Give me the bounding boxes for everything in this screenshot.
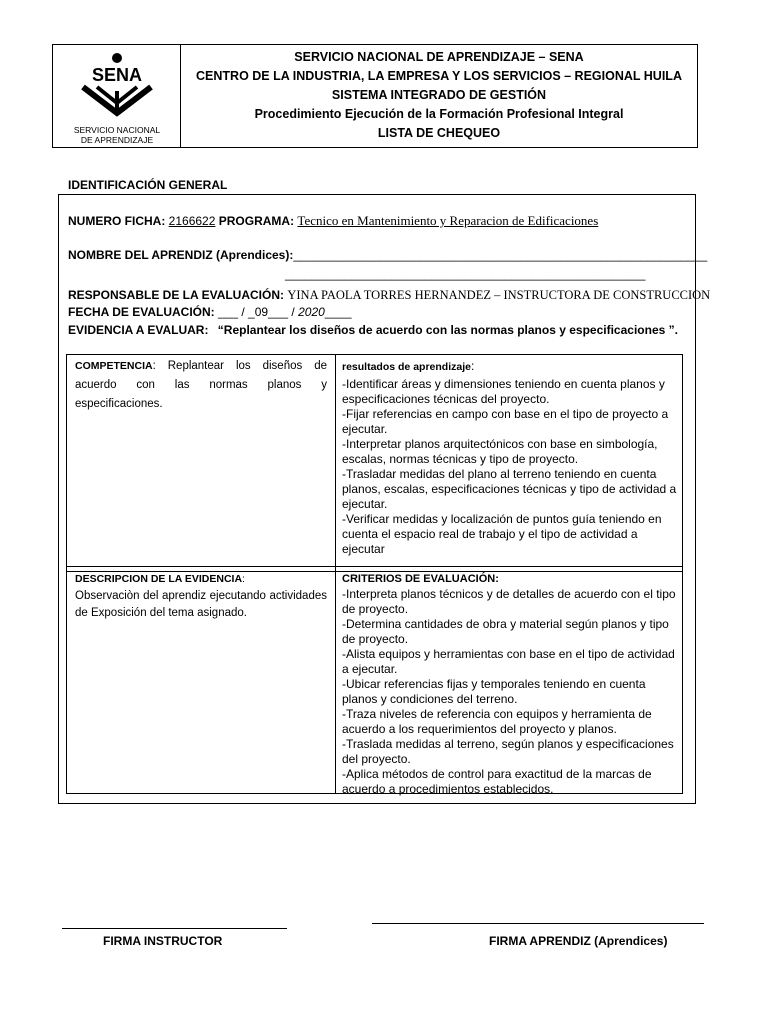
signature-label-instructor: FIRMA INSTRUCTOR bbox=[103, 934, 223, 948]
resultado-item: -Interpretar planos arquitectónicos con base en simbología, escalas, normas técnicas y tipo de proyecto. bbox=[342, 437, 658, 466]
resultados-label: resultados de aprendizaje bbox=[342, 361, 471, 373]
ficha-programa-row bbox=[68, 213, 598, 229]
aprendiz-row bbox=[68, 248, 707, 262]
header-line-5: LISTA DE CHEQUEO bbox=[377, 126, 501, 140]
criterio-item: -Aplica métodos de control para exactitud de la marcas de acuerdo a procedimientos establecidos. bbox=[342, 767, 652, 796]
logo-wordmark: SENA bbox=[91, 65, 143, 85]
competencia-label: COMPETENCIA bbox=[75, 360, 153, 372]
criterio-item: -Interpreta planos técnicos y de detalles de acuerdo con el tipo de proyecto. bbox=[342, 587, 676, 616]
table-divider-vertical bbox=[335, 355, 336, 793]
fecha-trailing: ____ bbox=[324, 305, 352, 319]
competencia-cell bbox=[75, 357, 327, 414]
resultado-item: -Identificar áreas y dimensiones teniendo en cuenta planos y especificaciones técnicas del proyecto. bbox=[342, 377, 665, 406]
descripcion-cell bbox=[75, 571, 327, 622]
programa-label: PROGRAMA: bbox=[218, 214, 295, 228]
logo-caption-1: SERVICIO NACIONAL bbox=[73, 125, 161, 135]
table-divider-horizontal bbox=[67, 566, 682, 567]
criterios-label: CRITERIOS DE EVALUACIÓN: bbox=[342, 573, 499, 585]
signature-line-aprendiz bbox=[372, 923, 704, 924]
responsable-row bbox=[68, 288, 710, 303]
fecha-label: FECHA DE EVALUACIÓN: bbox=[68, 305, 215, 319]
header-line-2: CENTRO DE LA INDUSTRIA, LA EMPRESA Y LOS SERVICIOS – REGIONAL HUILA bbox=[196, 69, 682, 83]
aprendiz-label: NOMBRE DEL APRENDIZ (Aprendices): bbox=[68, 248, 294, 262]
header-line-4: Procedimiento Ejecución de la Formación Profesional Integral bbox=[254, 107, 624, 121]
fecha-year: 2020 bbox=[298, 305, 325, 319]
criterios-cell bbox=[342, 572, 678, 797]
section-title: IDENTIFICACIÓN GENERAL bbox=[68, 178, 228, 192]
descripcion-label: DESCRIPCION DE LA EVIDENCIA bbox=[75, 573, 243, 585]
evidencia-label: EVIDENCIA A EVALUAR: bbox=[68, 323, 209, 337]
logo-cell bbox=[53, 45, 181, 147]
aprendiz-blank: ______________________________________________________________ bbox=[293, 248, 708, 262]
descripcion-value: Observaciòn del aprendiz ejecutando actividades de Exposición del tema asignado. bbox=[75, 590, 327, 619]
criterio-item: -Alista equipos y herramientas con base en el tipo de actividad a ejecutar. bbox=[342, 647, 675, 676]
resultados-colon: : bbox=[470, 359, 475, 373]
evidencia-row bbox=[68, 323, 678, 337]
document-header bbox=[52, 44, 698, 148]
competencia-value: : Replantear los diseños de acuerdo con las normas planos y especificaciones. bbox=[75, 360, 327, 410]
descripcion-colon: : bbox=[242, 573, 245, 585]
ficha-label: NUMERO FICHA: bbox=[68, 214, 166, 228]
responsable-value: YINA PAOLA TORRES HERNANDEZ – INSTRUCTORA DE CONSTRUCCION bbox=[287, 288, 711, 302]
programa-value: Tecnico en Mantenimiento y Reparacion de Edificaciones bbox=[297, 213, 599, 228]
signature-line-instructor bbox=[62, 928, 287, 929]
criterio-item: -Traslada medidas al terreno, según planos y especificaciones del proyecto. bbox=[342, 737, 674, 766]
signature-label-aprendiz: FIRMA APRENDIZ (Aprendices) bbox=[489, 934, 668, 948]
criterio-item: -Determina cantidades de obra y material según planos y tipo de proyecto. bbox=[342, 617, 669, 646]
criterio-item: -Ubicar referencias fijas y temporales teniendo en cuenta planos y condiciones del terreno. bbox=[342, 677, 646, 706]
aprendiz-blank-2: ______________________________________________________ bbox=[285, 267, 646, 281]
evidencia-value: “Replantear los diseños de acuerdo con las normas planos y especificaciones ”. bbox=[217, 323, 678, 337]
ficha-value: 2166622 bbox=[168, 214, 216, 228]
header-line-1: SERVICIO NACIONAL DE APRENDIZAJE – SENA bbox=[294, 50, 584, 64]
resultado-item: -Trasladar medidas del plano al terreno teniendo en cuenta planos, escalas, especificaciones técnicas y tipo de actividad a ejecutar. bbox=[342, 467, 677, 511]
resultados-cell bbox=[342, 359, 678, 557]
responsable-label: RESPONSABLE DE LA EVALUACIÓN: bbox=[68, 288, 285, 302]
header-titles bbox=[181, 45, 697, 147]
resultado-item: -Verificar medidas y localización de puntos guía teniendo en cuenta el espacio real de trabajo y el tipo de actividad a ejecutar bbox=[342, 512, 662, 556]
fecha-row bbox=[68, 305, 352, 319]
fecha-value: ___ / _09___ / bbox=[218, 305, 299, 319]
sena-logo-icon bbox=[71, 51, 163, 117]
criterio-item: -Traza niveles de referencia con equipos y herramienta de acuerdo a los requerimientos del proyecto y planos. bbox=[342, 707, 652, 736]
resultado-item: -Fijar referencias en campo con base en el tipo de proyecto a ejecutar. bbox=[342, 407, 669, 436]
logo-caption-2: DE APRENDIZAJE bbox=[80, 135, 154, 145]
header-line-3: SISTEMA INTEGRADO DE GESTIÓN bbox=[331, 88, 547, 102]
evaluation-table bbox=[66, 354, 683, 794]
